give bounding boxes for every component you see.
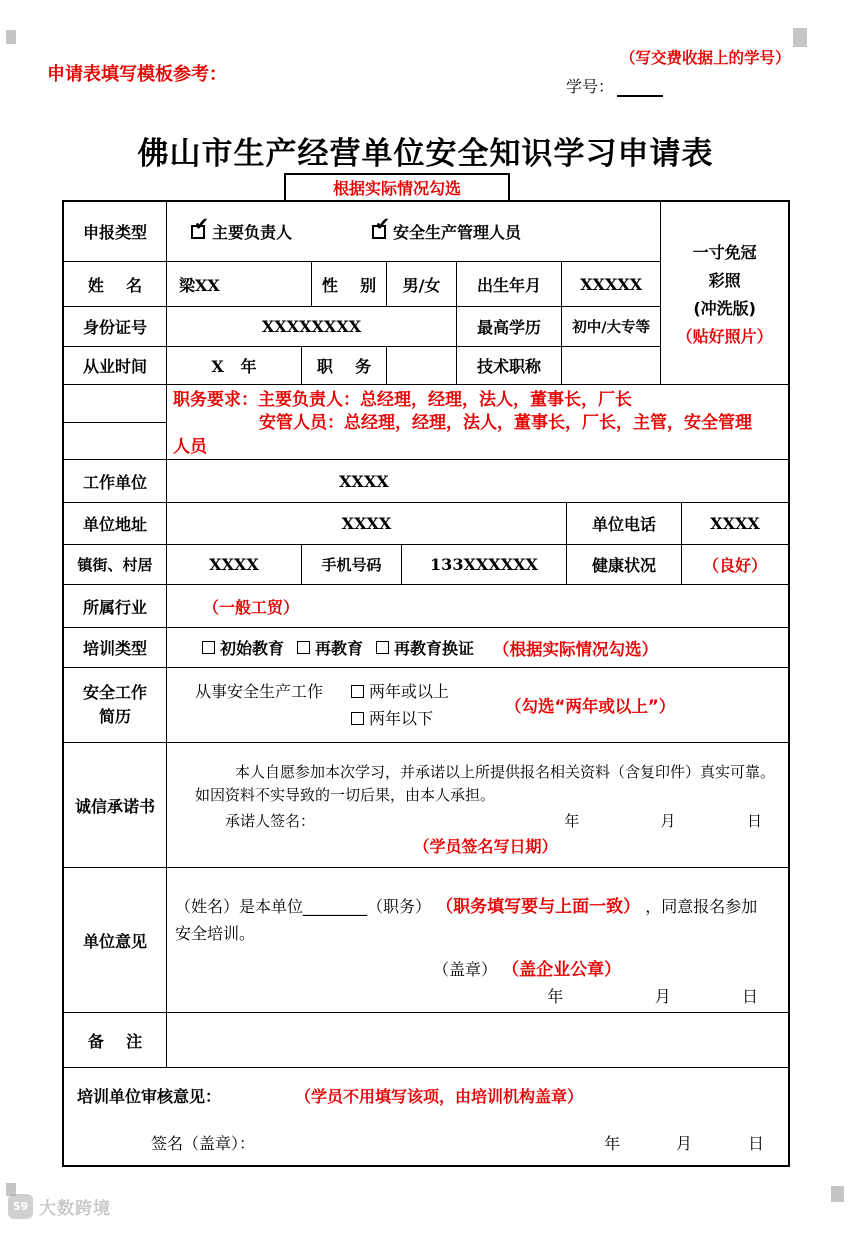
student-id-note: （写交费收据上的学号） — [620, 49, 791, 67]
resume-option1-label: 两年或以上 — [369, 681, 450, 701]
work-unit-value: XXXX — [339, 471, 389, 491]
row-work-unit — [64, 460, 788, 503]
row-training-type — [64, 628, 788, 668]
check-icon: ✔ — [375, 213, 391, 235]
watermark-logo-icon: 59 — [8, 1194, 33, 1219]
resume-note: （勾选“两年或以上”） — [505, 697, 676, 716]
opinion-part2: ，同意报名参加 — [645, 897, 758, 916]
corner-mark — [831, 1186, 844, 1202]
option-safety-manager — [372, 213, 522, 243]
row-declare-type — [64, 202, 660, 262]
opinion-date-blanks: 年 月 日 — [547, 986, 758, 1006]
corner-mark — [6, 30, 16, 44]
resume-option2-label: 两年以下 — [369, 709, 434, 728]
row-unit-address — [64, 503, 788, 545]
unit-address-label: 单位地址 — [64, 503, 167, 544]
option-safety-manager-label: 安全生产管理人员 — [393, 223, 522, 242]
work-time-label: 从业时间 — [64, 347, 167, 384]
review-sign-line — [77, 1131, 778, 1154]
form-table — [62, 200, 790, 1167]
integrity-promise-label: 诚信承诺书 — [64, 743, 167, 867]
opinion-seal-label: （盖章） — [433, 959, 498, 979]
unit-phone-label: 单位电话 — [567, 503, 682, 544]
row-integrity-promise — [64, 743, 788, 868]
industry-value: （一般工贸） — [203, 597, 300, 617]
student-id-blank-line — [617, 80, 663, 97]
safety-resume-label-line1: 安全工作 — [82, 683, 147, 702]
template-reference-note: 申请表填写模板参考： — [47, 64, 227, 85]
id-number-value: XXXXXXXX — [167, 307, 457, 346]
form-title: 佛山市生产经营单位安全知识学习申请表 — [137, 136, 714, 172]
mobile-value: 133XXXXXX — [402, 545, 567, 584]
requirement-line3: 人员 — [173, 436, 207, 457]
row-work-time — [64, 347, 660, 384]
opinion-line1 — [175, 894, 780, 921]
opinion-part1: （姓名）是本单位________（职务） — [175, 897, 432, 916]
remarks-value-empty — [167, 1013, 788, 1067]
safety-resume-label-line2: 简历 — [98, 707, 131, 726]
birth-date-value: XXXXX — [580, 274, 643, 294]
option-main-person-label: 主要负责人 — [212, 223, 293, 242]
checkbox-empty-icon — [202, 641, 215, 654]
birth-date-label: 出生年月 — [457, 262, 562, 306]
checkbox-empty-icon — [351, 712, 364, 725]
review-content — [77, 1084, 778, 1154]
row-town-mobile-health — [64, 545, 788, 585]
position-label: 职 务 — [302, 347, 387, 384]
resume-option-line1 — [195, 678, 449, 705]
resume-prefix: 从事安全生产工作 — [195, 681, 324, 701]
photo-text-line3: (冲洗版) — [693, 298, 756, 318]
work-unit-label: 工作单位 — [64, 460, 167, 502]
row-name — [64, 262, 660, 307]
promise-sign-label: 承诺人签名： — [225, 811, 316, 830]
student-id-field — [566, 74, 663, 97]
training-type-note: （根据实际情况勾选） — [493, 639, 659, 659]
option-main-person — [191, 213, 293, 243]
training-type-label: 培训类型 — [64, 628, 167, 667]
checkbox-empty-icon — [351, 685, 364, 698]
town-label: 镇街、村居 — [64, 545, 167, 584]
name-label: 姓 名 — [64, 262, 167, 306]
promise-sign-line — [195, 810, 776, 833]
option-renewal — [376, 636, 474, 659]
safety-resume-content — [167, 668, 788, 742]
safety-resume-label — [64, 668, 167, 742]
mobile-label: 手机号码 — [302, 545, 402, 584]
position-value-empty — [387, 347, 457, 384]
option-renewal-label: 再教育换证 — [394, 639, 475, 658]
industry-label: 所属行业 — [64, 585, 167, 627]
corner-mark — [793, 28, 807, 47]
callout-text: 根据实际情况勾选 — [332, 179, 461, 198]
review-note: （学员不用填写该项，由培训机构盖章） — [295, 1087, 584, 1106]
photo-text-line1: 一寸免冠 — [692, 242, 757, 262]
top-section — [64, 202, 788, 385]
promise-note: （学员签名写日期） — [413, 836, 558, 856]
option-re-education-label: 再教育 — [315, 639, 364, 658]
opinion-line2: 安全培训。 — [175, 924, 256, 944]
photo-text-line2: 彩照 — [708, 270, 741, 290]
unit-phone-value: XXXX — [710, 514, 760, 533]
checkbox-empty-icon — [376, 641, 389, 654]
option-initial-education-label: 初始教育 — [220, 639, 285, 658]
education-value: 初中/大专等 — [572, 320, 651, 336]
row-id-number — [64, 307, 660, 347]
application-form-table — [62, 179, 790, 1167]
position-requirement-text — [167, 385, 788, 459]
promise-date-blanks: 年 月 日 — [564, 811, 762, 830]
requirement-line1: 职务要求：主要负责人：总经理，经理，法人，董事长，厂长 — [173, 390, 632, 410]
top-left-rows — [64, 202, 661, 384]
row-training-unit-review — [64, 1068, 788, 1165]
callout-box — [284, 173, 510, 202]
town-value: XXXX — [167, 545, 302, 584]
promise-line2: 如因资料不实导致的一切后果，由本人承担。 — [195, 786, 496, 805]
review-date-blanks: 年 月 日 — [604, 1134, 764, 1153]
student-id-label: 学号： — [566, 77, 615, 96]
option-initial-education — [202, 636, 284, 659]
tech-title-value-empty — [562, 347, 660, 384]
name-value: 梁XX — [167, 262, 312, 306]
row-position-requirement — [64, 385, 788, 460]
work-time-value: X 年 — [167, 347, 302, 384]
requirement-line2: 安管人员：总经理，经理，法人，董事长，厂长，主管，安全管理 — [259, 413, 752, 434]
row-industry — [64, 585, 788, 628]
declare-type-label: 申报类型 — [64, 202, 167, 261]
photo-cell — [661, 202, 788, 384]
empty-cell — [64, 385, 166, 423]
checkbox-checked-main-person — [191, 213, 210, 239]
resume-option-line2 — [351, 705, 449, 732]
health-label: 健康状况 — [567, 545, 682, 584]
review-top-line — [77, 1084, 778, 1107]
unit-address-value: XXXX — [167, 503, 567, 544]
opinion-note-seal: （盖企业公章） — [502, 959, 622, 980]
option-re-education — [297, 636, 363, 659]
education-label: 最高学历 — [457, 307, 562, 346]
watermark — [8, 1194, 111, 1219]
row-remarks — [64, 1013, 788, 1068]
unit-opinion-label: 单位意见 — [64, 868, 167, 1012]
tech-title-label: 技术职称 — [457, 347, 562, 384]
health-value: （良好） — [702, 556, 767, 575]
opinion-seal-line — [175, 957, 780, 984]
review-sign-label: 签名（盖章）： — [151, 1134, 256, 1153]
id-number-label: 身份证号 — [64, 307, 167, 346]
training-type-options — [167, 628, 788, 667]
watermark-name: 大数跨境 — [39, 1199, 111, 1219]
opinion-note-position: （职务填写要与上面一致） — [436, 897, 641, 917]
empty-cell — [64, 423, 166, 460]
row-safety-resume — [64, 668, 788, 743]
check-icon: ✔ — [194, 213, 210, 235]
unit-opinion-content — [167, 868, 788, 1012]
gender-label: 性 别 — [312, 262, 387, 306]
checkbox-empty-icon — [297, 641, 310, 654]
remarks-label: 备 注 — [64, 1013, 167, 1067]
checkbox-checked-safety-manager — [372, 213, 391, 239]
promise-line1: 本人自愿参加本次学习，并承诺以上所提供报名相关资料（含复印件）真实可靠。 — [235, 763, 776, 781]
row-unit-opinion — [64, 868, 788, 1013]
photo-note: （贴好照片） — [676, 326, 773, 346]
integrity-promise-content — [167, 743, 788, 867]
declare-type-options — [167, 202, 660, 261]
resume-options — [167, 678, 449, 732]
review-label: 培训单位审核意见： — [77, 1087, 222, 1106]
requirement-label-cells — [64, 385, 167, 459]
gender-value: 男/女 — [387, 262, 457, 306]
